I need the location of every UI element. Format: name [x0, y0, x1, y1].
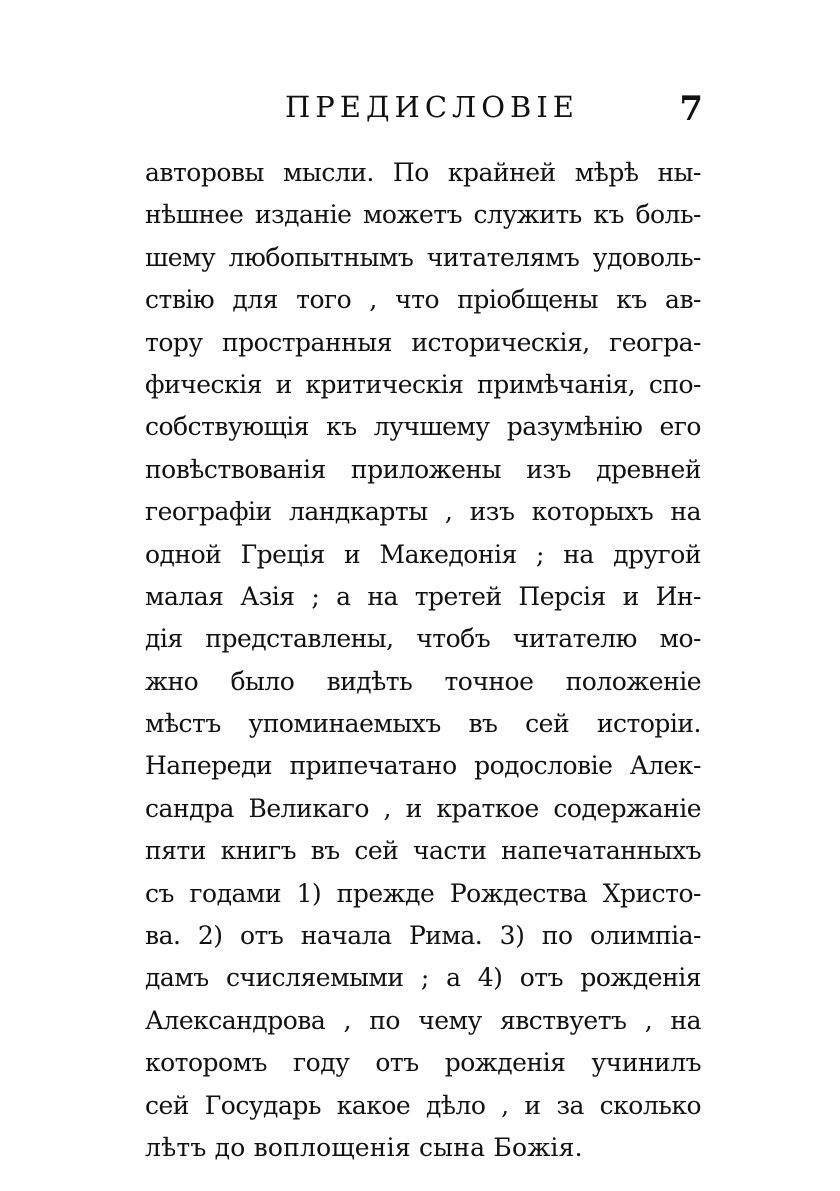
text-line: Напереди припечатано родословіе Алек- — [145, 751, 701, 781]
text-line: пяти книгъ въ сей части напечатанныхъ — [145, 836, 701, 866]
text-line: сандра Великаго , и краткое содержаніе — [145, 793, 701, 823]
text-line: мѣстъ упоминаемыхъ въ сей исторіи. — [145, 709, 701, 739]
page-number: 7 — [679, 89, 703, 129]
text-line: повѣствованія приложены изъ древней — [145, 454, 701, 484]
running-title: ПРЕДИСЛОВІЕ — [285, 90, 579, 124]
text-line: тору пространныя историческія, геогра- — [145, 327, 701, 357]
text-line: сей Государь какое дѣло , и за сколько — [145, 1090, 701, 1120]
text-line-last: лѣтъ до воплощенія сына Божія. — [145, 1132, 583, 1162]
text-line: фическія и критическія примѣчанія, спо- — [145, 369, 701, 399]
text-line: нѣшнее изданіе можетъ служить къ боль- — [145, 200, 701, 230]
text-line: дамъ счисляемыми ; а 4) отъ рожденія — [145, 963, 701, 993]
body-text — [145, 152, 701, 1169]
text-line: Александрова , по чему явствуетъ , на — [145, 1005, 701, 1035]
text-line: ствію для того , что пріобщены къ ав- — [145, 285, 701, 315]
text-line: которомъ году отъ рожденія учинилъ — [145, 1048, 701, 1078]
text-line: одной Грецiя и Македонія ; на другой — [145, 539, 701, 569]
text-line: собствующія къ лучшему разумѣнію его — [145, 412, 701, 442]
text-line: ва. 2) отъ начала Рима. 3) по олимпіа- — [145, 921, 701, 951]
text-line: дія представлены, чтобъ читателю мо- — [145, 624, 701, 654]
running-head — [145, 82, 705, 132]
text-line: малая Азія ; а на третей Персія и Ин- — [145, 581, 701, 611]
text-line: шему любопытнымъ читателямъ удоволь- — [145, 242, 701, 272]
text-line: авторовы мысли. По крайней мѣрѣ ны- — [145, 158, 701, 187]
text-line: съ годами 1) прежде Рождества Христо- — [145, 878, 701, 908]
text-line: жно было видѣть точное положеніе — [145, 666, 701, 696]
text-line: географіи ландкарты , изъ которыхъ на — [145, 497, 701, 527]
